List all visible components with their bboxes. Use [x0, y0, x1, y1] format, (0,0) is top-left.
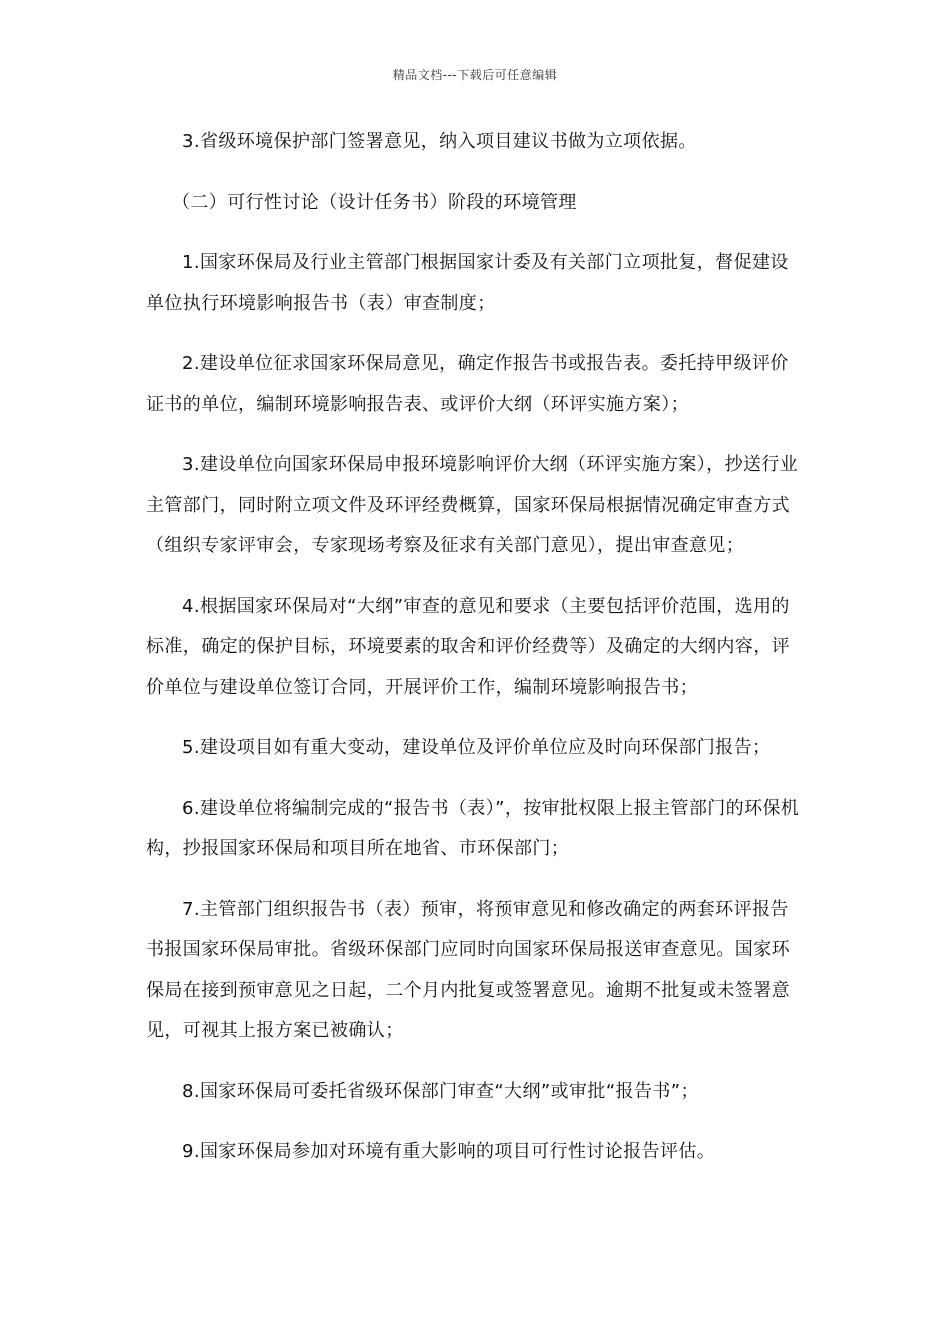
paragraph-item-9: 9.国家环保局参加对环境有重大影响的项目可行性讨论报告评估。 [182, 1141, 716, 1162]
paragraph-item-3: 3.省级环境保护部门签署意见，纳入项目建议书做为立项依据。 [182, 131, 697, 152]
paragraph-item-8: 8.国家环保局可委托省级环保部门审查“大纲”或审批“报告书”； [182, 1080, 699, 1102]
paragraph-item-1: 1.国家环保局及行业主管部门根据国家计委及有关部门立项批复，督促建设单位执行环境影响报告书（表）审查制度； [146, 252, 789, 314]
paragraph-item-6: 6.建设单位将编制完成的“报告书（表）”，按审批权限上报主管部门的环保机构，抄报国家环保局和项目所在地省、市环保部门； [146, 797, 800, 859]
paragraph-item-4: 4.根据国家环保局对“大纲”审查的意见和要求（主要包括评价范围，选用的标准，确定的保护目标，环境要素的取舍和评价经费等）及确定的大纲内容，评价单位与建设单位签订合同，开展评价工作，编制环境影响报告书； [146, 595, 790, 698]
paragraph-item-7: 7.主管部门组织报告书（表）预审，将预审意见和修改确定的两套环评报告书报国家环保局审批。省级环保部门应同时向国家环保局报送审查意见。国家环保局在接到预审意见之日起，二个月内批复或签署意见。逾期不批复或未签署意见，可视其上报方案已被确认； [146, 898, 790, 1041]
paragraph-item-5: 5.建设项目如有重大变动，建设单位及评价单位应及时向环保部门报告； [182, 737, 771, 758]
section-heading: （二）可行性讨论（设计任务书）阶段的环境管理 [172, 191, 577, 213]
paragraph-item-3b: 3.建设单位向国家环保局申报环境影响评价大纲（环评实施方案），抄送行业主管部门，同时附立项文件及环评经费概算，国家环保局根据情况确定审查方式（组织专家评审会，专家现场考察及征求有关部门意见），提出审查意见； [146, 454, 799, 556]
page-header: 精品文档---下载后可任意编辑 [392, 68, 558, 82]
paragraph-item-2: 2.建设单位征求国家环保局意见，确定作报告书或报告表。委托持甲级评价证书的单位，编制环境影响报告表、或评价大纲（环评实施方案）； [146, 353, 789, 415]
document-body [146, 122, 800, 1173]
